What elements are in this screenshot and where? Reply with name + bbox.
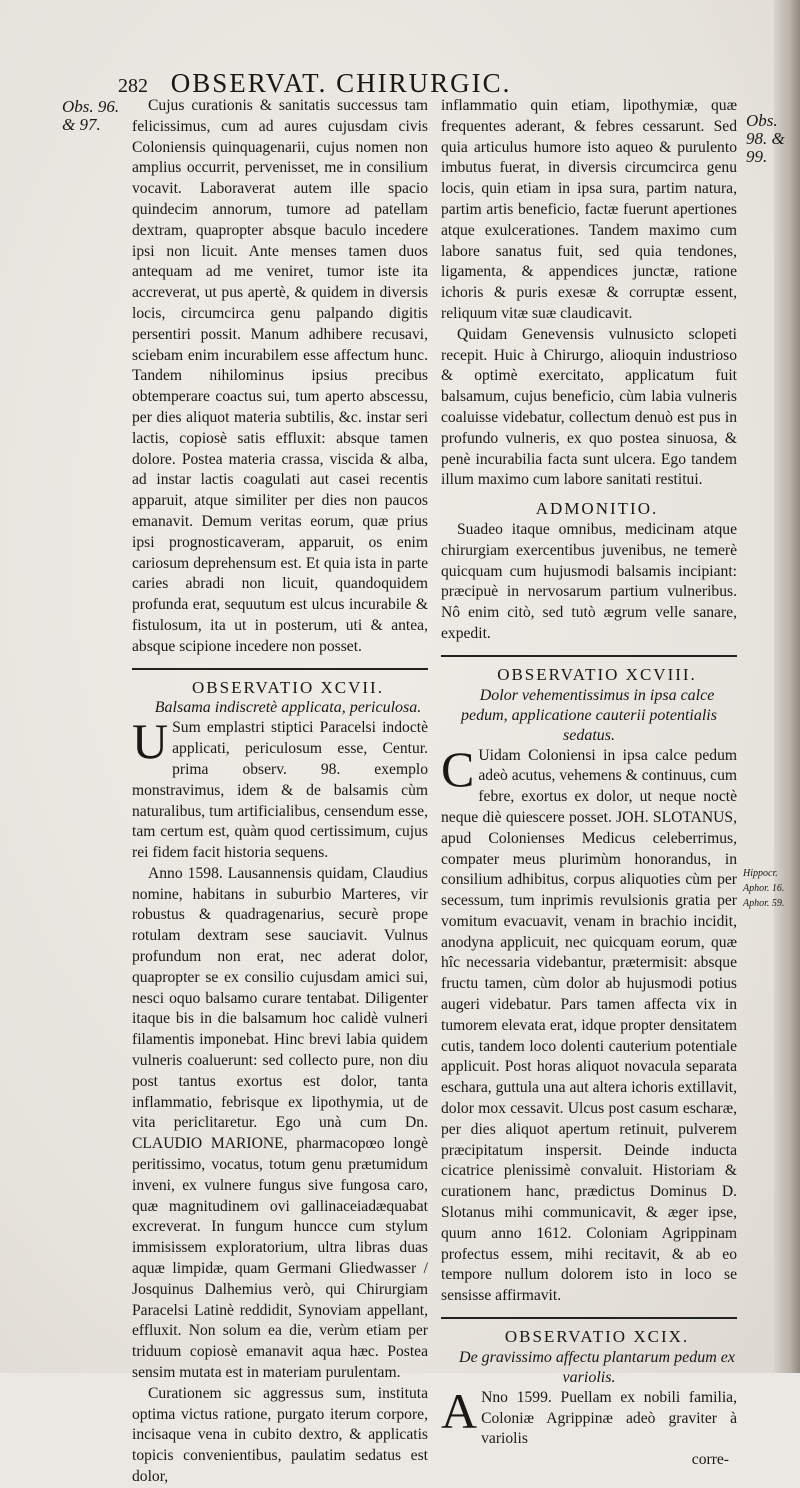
observation-97-title: OBSERVATIO XCVII. [192, 677, 384, 697]
left-column [132, 96, 428, 1488]
admonitio-title: ADMONITIO. [535, 499, 659, 519]
running-title: OBSERVAT. CHIRURGIC. [170, 68, 512, 98]
drop-cap: A [441, 1382, 478, 1439]
section-divider [441, 1317, 737, 1319]
observation-99-title: OBSERVATIO XCIX. [504, 1327, 690, 1347]
admonitio-text: Suadeo itaque omnibus, medicinam atque chirurgiam exercentibus juvenibus, ne temerè quicquam cum hujusmodi balsamis incipiant: præcipuè in nervosarum partium vulneribus. Nô enim citò, sed tutò ægrum velle sanare, expedit. [441, 520, 737, 642]
observation-98-paragraph: C Uidam Coloniensi in ipsa calce pedum adeò acutus, vehemens & continuus, cum febre, exortus ex dolor, ut neque noctè neque diè quiescere posset. JOH. SLOTANUS, apud Colonienses Medicus celeberrimus, compater meus plurimùm honorandus, in consilium adhibitus, corpus aliquoties cùm per secessum, tum inprimis revulsionis gratia per vomitum evacuavit, venam in brachio incidit, anodyna applicuit, nec quicquam eorum, quæ hîc necessaria videbantur, prætermisit: absque fructu tamen, cùm dolor ab hujusmodi potius augeri videbatur. Pars tamen affecta vix in tumorem elevata erat, idque propter densitatem cutis, tandem loco dolenti cauterium potentiale applicuit. Post horas aliquot novacula separata eschara, guttula una aut altera ichoris extillavit, dolor mox cessavit. Ulcus post casum escharæ, per dies aliquot apertum retinuit, pulverem præcipitatum inspersit. Deinde inducta cicatrice plenissimè convaluit. Historiam & curationem hanc, prædictus Dominus D. Slotanus mihi communicavit, & æger ipse, quum anno 1612. Coloniam Agrippinam profectus essem, mihi recitavit, & ab eo tempore nullum dolorem isto in loco se sensisse affirmavit. [441, 740, 737, 1305]
continuation-paragraph: inflammatio quin etiam, lipothymiæ, quæ frequentes aderant, & febres cessarunt. Sed quia articulus humore isto aqueo & purulento imbutus fuerat, in diversis circumcirca genu locis, quin etiam in ipsa sura, partim natura, partim artis beneficio, factæ fuerunt apertiones atque exulcerationes. Tandem maximo cum labore sanatus fuit, sed quia tendones, ligamenta, & appendices junctæ, ratione ichoris & puris exesæ & corruptæ essent, reliquum vitæ suæ claudicavit. [441, 97, 737, 322]
running-header [118, 68, 718, 98]
observation-98-title: OBSERVATIO XCVIII. [497, 664, 697, 684]
right-column [441, 96, 737, 1471]
paragraph-case-coloniensis: Cujus curationis & sanitatis successus tam felicissimus, cum ad aures cujusdam civis Coloniensis quinquagenarii, cujus nomen non amplius occurrit, pervenisset, me in consilium vocavit. Laboraverat autem ille spacio quindecim annorum, tumore ad patellam dextram, quapropter absque baculo incedere ipsi non licuit. Ante menses tamen duos antequam ad me veniret, tumor iste ita accreverat, ut pus apertè, & quidem in diversis locis, circumcirca genu palpando digitis persentiri possit. Manum adhibere recusavi, sciebam enim incurabilem esse affectum hunc. Tandem nihilominus ipsius precibus obtemperare coactus sui, tum aperto abscessu, per dies aliquot materia subtilis, &c. instar seri lactis, copiosè satis effluxit: absque tamen dolore. Postea materia crassa, viscida & alba, ad instar lactis coagulati aut casei recentis apparuit, atque similiter per dies non paucos emanavit. Demum veritas eorum, quæ prius ipsi prognosticaveram, apparuit, os enim cariosum deprehensum est. Et quia ista in parte caries abradi non licuit, quandoquidem profunda erat, sequutum est ulcus incurabile & fistulosum, ita ut in posterum, uti & antea, absque scipione incedere non posset. [132, 97, 428, 655]
observation-97-paragraph-1: U Sum emplastri stiptici Paracelsi indoctè applicati, periculosum esse, Centur. prima observ. 98. exemplo monstravimus, idem & de balsamis cùm naturalibus, tum artificialibus, censendum esse, tam certum est, quàm quod certissimum, cujus rei fidem facit historia sequens. [132, 713, 428, 862]
observation-97-paragraph-2: Anno 1598. Lausannensis quidam, Claudius nomine, habitans in suburbio Marteres, vir robustus & quadragenarius, securè prope rotulam dextram sese sauciavit. Vulnus profundum non erat, nec aderat dolor, quapropter se ex consilio cujusdam amici sui, nesci oquo balsamo curare tentabat. Diligenter itaque bis in die balsamum hoc calidè vulneri filamentis imponebat. Hinc brevi labia quidem vulneris coaluerunt: sed collecto pure, non diu post tantus exortus est dolor, tanta inflammatio, febrisque ex lipothymia, ut de vita periclitaretur. Ego unà cum Dn. CLAUDIO MARIONE, pharmacopœo longè peritissimo, vocatus, totum genu prætumidum inveni, ex vulnere fungus sive fungosa caro, quæ magnitudinem ovi gallinaceiadæquabat excreverat. In fungum huncce cum stylum immisissem exploratorium, ultra libras duas aquæ limpidæ, quam Germani Gliedwasser / Josquinus Dalhemius verò, qui Chirurgiam Paracelsi Latinè reddidit, Synoviam appellant, effluxit. Non solum ea die, verùm etiam per triduum copiosè emanavit aqua hæc. Postea sensim mutata est in materiam purulentam. [132, 864, 428, 1382]
margin-note-left: Obs. 96. & 97. [62, 97, 120, 134]
catchword: corre- [691, 1451, 729, 1469]
observation-97-paragraph-3: Curationem sic aggressus sum, instituta optima victus ratione, purgato iterum corpore, incisaque vena in cubito dextro, & applicatis topicis convenientibus, paulatim sedatus est dolor, [132, 1384, 428, 1485]
drop-cap: C [441, 740, 475, 797]
observation-98-subtitle: Dolor vehementissimus in ipsa calce pedum, applicatione cauterii potentialis sedatus. [461, 686, 717, 744]
binding-gutter [774, 0, 800, 1373]
section-divider [441, 655, 737, 657]
paragraph-genevensis: Quidam Genevensis vulnusicto sclopeti recepit. Huic à Chirurgo, alioquin industrioso & optimè exercitato, applicatum fuit balsamum, cujus beneficio, cùm labia vulneris coaluisse videbatur, collectum denuò est pus in profundo vulneris, ex quo postea sinuosa, & penè incurabilia facta sunt ulcera. Ego tandem illum maximo cum labore sanitati restitui. [441, 325, 737, 489]
section-divider [132, 668, 428, 670]
margin-note-hippocrates: Hippocr. Aphor. 16. Aphor. 59. [743, 868, 785, 909]
observation-99-paragraph: A Nno 1599. Puellam ex nobili familia, Coloniæ Agrippinæ adeò graviter à variolis [441, 1382, 737, 1448]
observation-99-subtitle: De gravissimo affectu plantarum pedum ex variolis. [459, 1348, 735, 1386]
drop-cap: U [132, 713, 169, 770]
observation-97-subtitle: Balsama indiscretè applicata, periculosa. [154, 699, 422, 717]
margin-note-right: Obs. 98. & 99. [746, 111, 785, 166]
page-number: 282 [118, 75, 148, 97]
